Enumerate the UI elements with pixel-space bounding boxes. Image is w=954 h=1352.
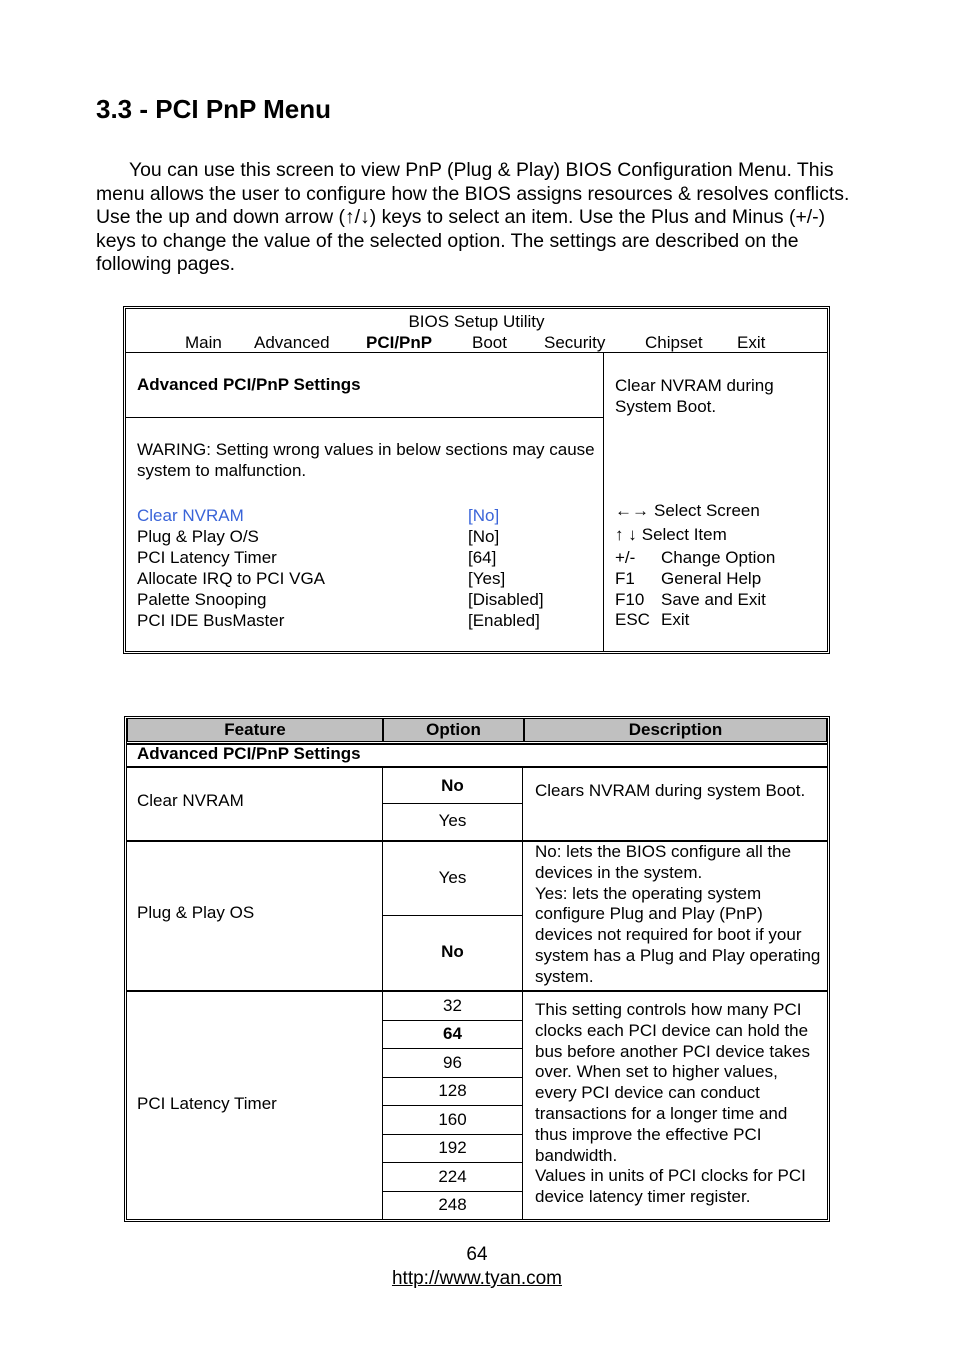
feature-clear-nvram: Clear NVRAM [137, 791, 244, 810]
table-section-title: Advanced PCI/PnP Settings [137, 744, 361, 763]
value-palette-snooping[interactable]: [Disabled] [468, 590, 544, 609]
arrow-left-right-icon: ←→ [615, 501, 649, 520]
menu-pci-pnp[interactable]: PCI/PnP [366, 333, 433, 352]
item-plug-play-os[interactable]: Plug & Play O/S [137, 527, 259, 546]
value-pci-latency-timer[interactable]: [64] [468, 548, 497, 567]
option-32: 32 [443, 996, 462, 1015]
bios-screen [123, 306, 830, 654]
description-pci-latency-timer: This setting controls how many PCI clocks each PCI device can hold the bus before another PCI device takes over. When set to higher values, every PCI device can conduct transactions for a longer time and thus improve the effective PCI bandwidth. Values in units of PCI clocks for PCI device latency timer register. [535, 1000, 810, 1207]
website-link[interactable]: http://www.tyan.com [391, 1268, 562, 1289]
page-number: 64 [466, 1244, 488, 1265]
key-general-help: F1 General Help [615, 569, 762, 588]
arrow-up-down-icon: ↑ ↓ [615, 525, 637, 544]
description-plug-play-os: No: lets the BIOS configure all the devices in the system. Yes: lets the operating system configure Plug and Play (PnP) devices not required for boot if your system has a Plug and Play operating system. [535, 842, 821, 986]
item-allocate-irq[interactable]: Allocate IRQ to PCI VGA [137, 569, 326, 588]
option-no: No [441, 776, 464, 795]
divider [126, 417, 603, 418]
menu-main[interactable]: Main [185, 333, 222, 352]
item-clear-nvram[interactable]: Clear NVRAM [137, 506, 244, 525]
key-select-screen: ←→ Select Screen [615, 501, 760, 520]
divider [603, 352, 604, 651]
option-64: 64 [443, 1024, 462, 1043]
header-feature: Feature [127, 718, 383, 742]
feature-pci-latency-timer: PCI Latency Timer [137, 1094, 277, 1113]
item-pci-latency-timer[interactable]: PCI Latency Timer [137, 548, 277, 567]
menu-chipset[interactable]: Chipset [645, 333, 703, 352]
value-allocate-irq[interactable]: [Yes] [468, 569, 506, 588]
value-clear-nvram[interactable]: [No] [468, 506, 500, 525]
option-yes: Yes [438, 868, 467, 887]
option-96: 96 [443, 1053, 462, 1072]
item-pci-ide-busmaster[interactable]: PCI IDE BusMaster [137, 611, 285, 630]
bios-menu-bar [126, 333, 827, 353]
key-change-option: +/- Change Option [615, 548, 776, 567]
option-yes: Yes [438, 811, 467, 830]
key-select-item: ↑ ↓ Select Item [615, 525, 727, 544]
item-palette-snooping[interactable]: Palette Snooping [137, 590, 267, 609]
option-224: 224 [438, 1167, 467, 1186]
warning-text: WARING: Setting wrong values in below sections may cause system to malfunction. [137, 440, 595, 480]
options-table [124, 716, 830, 1222]
option-128: 128 [438, 1081, 467, 1100]
settings-section-title: Advanced PCI/PnP Settings [137, 375, 361, 394]
menu-advanced[interactable]: Advanced [254, 333, 330, 352]
header-description: Description [524, 718, 827, 742]
page-title: 3.3 - PCI PnP Menu [96, 94, 332, 124]
bios-title: BIOS Setup Utility [408, 312, 545, 331]
key-exit: ESC Exit [615, 610, 690, 629]
option-160: 160 [438, 1110, 467, 1129]
description-clear-nvram: Clears NVRAM during system Boot. [535, 781, 806, 800]
header-option: Option [383, 718, 524, 742]
value-plug-play-os[interactable]: [No] [468, 527, 500, 546]
option-192: 192 [438, 1138, 467, 1157]
feature-plug-play-os: Plug & Play OS [137, 903, 255, 922]
menu-exit[interactable]: Exit [737, 333, 766, 352]
divider [126, 352, 827, 353]
page-footer [0, 1243, 954, 1291]
menu-boot[interactable]: Boot [472, 333, 507, 352]
option-no: No [441, 942, 464, 961]
menu-security[interactable]: Security [544, 333, 606, 352]
help-text: Clear NVRAM during System Boot. [615, 376, 774, 416]
key-save-exit: F10 Save and Exit [615, 590, 766, 609]
option-248: 248 [438, 1195, 467, 1214]
intro-paragraph: You can use this screen to view PnP (Plug & Play) BIOS Configuration Menu. This menu allows the user to configure how the BIOS assigns resources & resolves conflicts. Use the up and down arrow (↑/↓) keys to select an item. Use the Plus and Minus (+/-) keys to change the value of the selected option. The settings are described on the following pages. [96, 159, 850, 275]
value-pci-ide-busmaster[interactable]: [Enabled] [468, 611, 540, 630]
